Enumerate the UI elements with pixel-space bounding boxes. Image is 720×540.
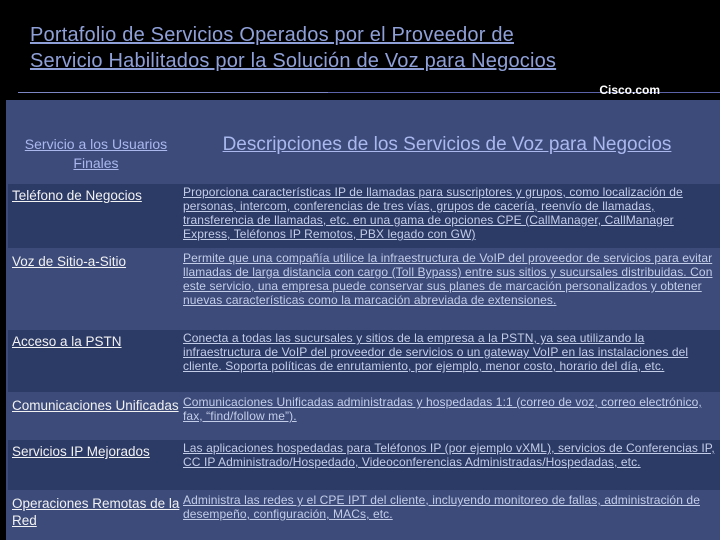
service-description: Las aplicaciones hospedadas para Teléfonos IP (por ejemplo vXML), servicios de Conferencias IP, CC IP Administrado/Hospedado, Videoconferencias Administradas/Hospedadas, etc. (183, 441, 715, 469)
column-header-service: Servicio a los Usuarios Finales (24, 136, 168, 171)
title-divider (18, 92, 328, 93)
service-name: Teléfono de Negocios (12, 188, 142, 203)
table-row (8, 492, 720, 540)
service-name: Operaciones Remotas de la Red (12, 496, 180, 528)
service-description: Conecta a todas las sucursales y sitios de la empresa a la PSTN, ya sea utilizando la infraestructura de VoIP del proveedor de servicios o un gateway VoIP en las instalaciones del cliente. Soporta políticas de enrutamiento, por ejemplo, menor costo, horario del día, etc. (183, 331, 689, 373)
table-row (8, 394, 720, 438)
service-name: Comunicaciones Unificadas (12, 398, 179, 413)
page-title-line-2: Servicio Habilitados por la Solución de Voz para Negocios (30, 50, 557, 72)
title-divider-right (328, 92, 720, 93)
brand-logo-text: Cisco.com (599, 83, 660, 97)
table-row (8, 440, 720, 490)
column-header-description: Descripciones de los Servicios de Voz para Negocios (222, 134, 672, 155)
table-row (8, 250, 720, 328)
service-description: Comunicaciones Unificadas administradas y hospedadas 1:1 (correo de voz, correo electrónico, fax, “find/follow me”). (183, 395, 702, 423)
table-row (8, 184, 720, 248)
page-title (30, 22, 710, 74)
table-row (8, 330, 720, 392)
service-description: Permite que una compañía utilice la infraestructura de VoIP del proveedor de servicios para evitar llamadas de larga distancia con cargo (Toll Bypass) entre sus sitios y sucursales distribuidas. Con este servicio, una empresa puede conservar sus planes de marcación personalizados y obtener nuevas características como la marcación abreviada de extensiones. (183, 251, 713, 307)
service-name: Acceso a la PSTN (12, 334, 122, 349)
service-description: Administra las redes y el CPE IPT del cliente, incluyendo monitoreo de fallas, administración de desempeño, configuración, MACs, etc. (183, 493, 700, 521)
service-name: Servicios IP Mejorados (12, 444, 150, 459)
page-title-line-1: Portafolio de Servicios Operados por el Proveedor de (30, 24, 514, 46)
service-name: Voz de Sitio-a-Sitio (12, 254, 127, 269)
service-description: Proporciona características IP de llamadas para suscriptores y grupos, como localización de personas, intercom, conferencias de tres vías, grupos de cacería, reenvío de llamadas, transferencia de llamadas, etc. en una gama de opciones CPE (CallManager, CallManager Express, Teléfonos IP Remotos, PBX legado con GW) (183, 185, 683, 241)
